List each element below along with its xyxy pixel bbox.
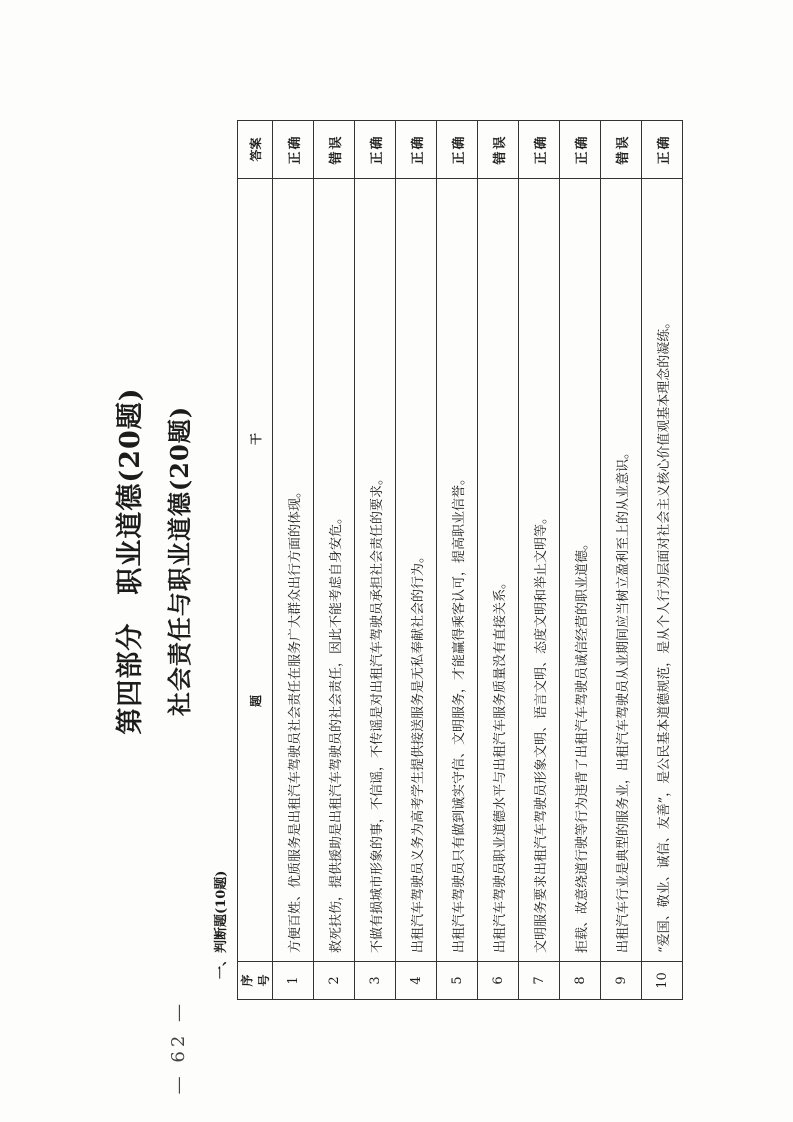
row-stem: 不做有损城市形象的事，不信谣，不传谣是对出租汽车驾驶员承担社会责任的要求。 (355, 179, 396, 962)
row-answer: 正确 (273, 121, 314, 179)
row-stem: 出租汽车驾驶员义务为高考学生提供接送服务是无私奉献社会的行为。 (396, 179, 437, 962)
column-header-stem (238, 179, 273, 962)
table-row (314, 121, 355, 1000)
row-stem: 拒载、故意绕道行驶等行为违背了出租汽车驾驶员诚信经营的职业道德。 (560, 179, 601, 962)
section-title: 社会责任与职业道德(20题) (165, 405, 194, 717)
table-row (642, 121, 683, 1000)
row-answer: 正确 (519, 121, 560, 179)
row-answer: 正确 (560, 121, 601, 179)
table-row (560, 121, 601, 1000)
question-type-heading: 一、判断题(10题) (214, 870, 229, 979)
row-stem: 文明服务要求出租汽车驾驶员形象文明、语言文明、态度文明和举止文明等。 (519, 179, 560, 962)
table-row (478, 121, 519, 1000)
row-number: 5 (437, 962, 478, 1000)
page-number: — 62 — (168, 1000, 189, 1095)
row-answer: 错误 (601, 121, 642, 179)
table-row (355, 121, 396, 1000)
row-answer: 正确 (437, 121, 478, 179)
row-number: 1 (273, 962, 314, 1000)
row-stem: 出租汽车行业是典型的服务业，出租汽车驾驶员从业期间应当树立盈利至上的从业意识。 (601, 179, 642, 962)
table-row (396, 121, 437, 1000)
row-stem: 出租汽车驾驶员只有做到诚实守信、文明服务，才能赢得乘客认可，提高职业信誉。 (437, 179, 478, 962)
row-number: 3 (355, 962, 396, 1000)
row-stem: 出租汽车驾驶员职业道德水平与出租汽车服务质量没有直接关系。 (478, 179, 519, 962)
question-table (237, 120, 683, 1000)
row-answer: 正确 (642, 121, 683, 179)
table-row (273, 121, 314, 1000)
row-stem: “爱国、敬业、诚信、友善”，是公民基本道德规范，是从个人行为层面对社会主义核心价值观基本理念的凝练。 (642, 179, 683, 962)
table-row (437, 121, 478, 1000)
table-row (601, 121, 642, 1000)
row-number: 10 (642, 962, 683, 1000)
table-header-row (238, 121, 273, 1000)
column-header-answer: 答案 (238, 121, 273, 179)
row-number: 2 (314, 962, 355, 1000)
row-answer: 错误 (478, 121, 519, 179)
row-number: 6 (478, 962, 519, 1000)
column-header-no: 序号 (238, 962, 273, 1000)
row-answer: 错误 (314, 121, 355, 179)
row-number: 7 (519, 962, 560, 1000)
column-header-stem-right: 干 (248, 432, 263, 445)
row-stem: 救死扶伤，提供援助是出租汽车驾驶员的社会责任，因此不能考虑自身安危。 (314, 179, 355, 962)
row-number: 8 (560, 962, 601, 1000)
row-number: 9 (601, 962, 642, 1000)
column-header-stem-left: 题 (248, 695, 263, 708)
table-row (519, 121, 560, 1000)
row-answer: 正确 (396, 121, 437, 179)
row-answer: 正确 (355, 121, 396, 179)
row-number: 4 (396, 962, 437, 1000)
row-stem: 方便百姓、优质服务是出租汽车驾驶员社会责任在服务广大群众出行方面的体现。 (273, 179, 314, 962)
part-title: 第四部分 职业道德(20题) (115, 387, 146, 735)
